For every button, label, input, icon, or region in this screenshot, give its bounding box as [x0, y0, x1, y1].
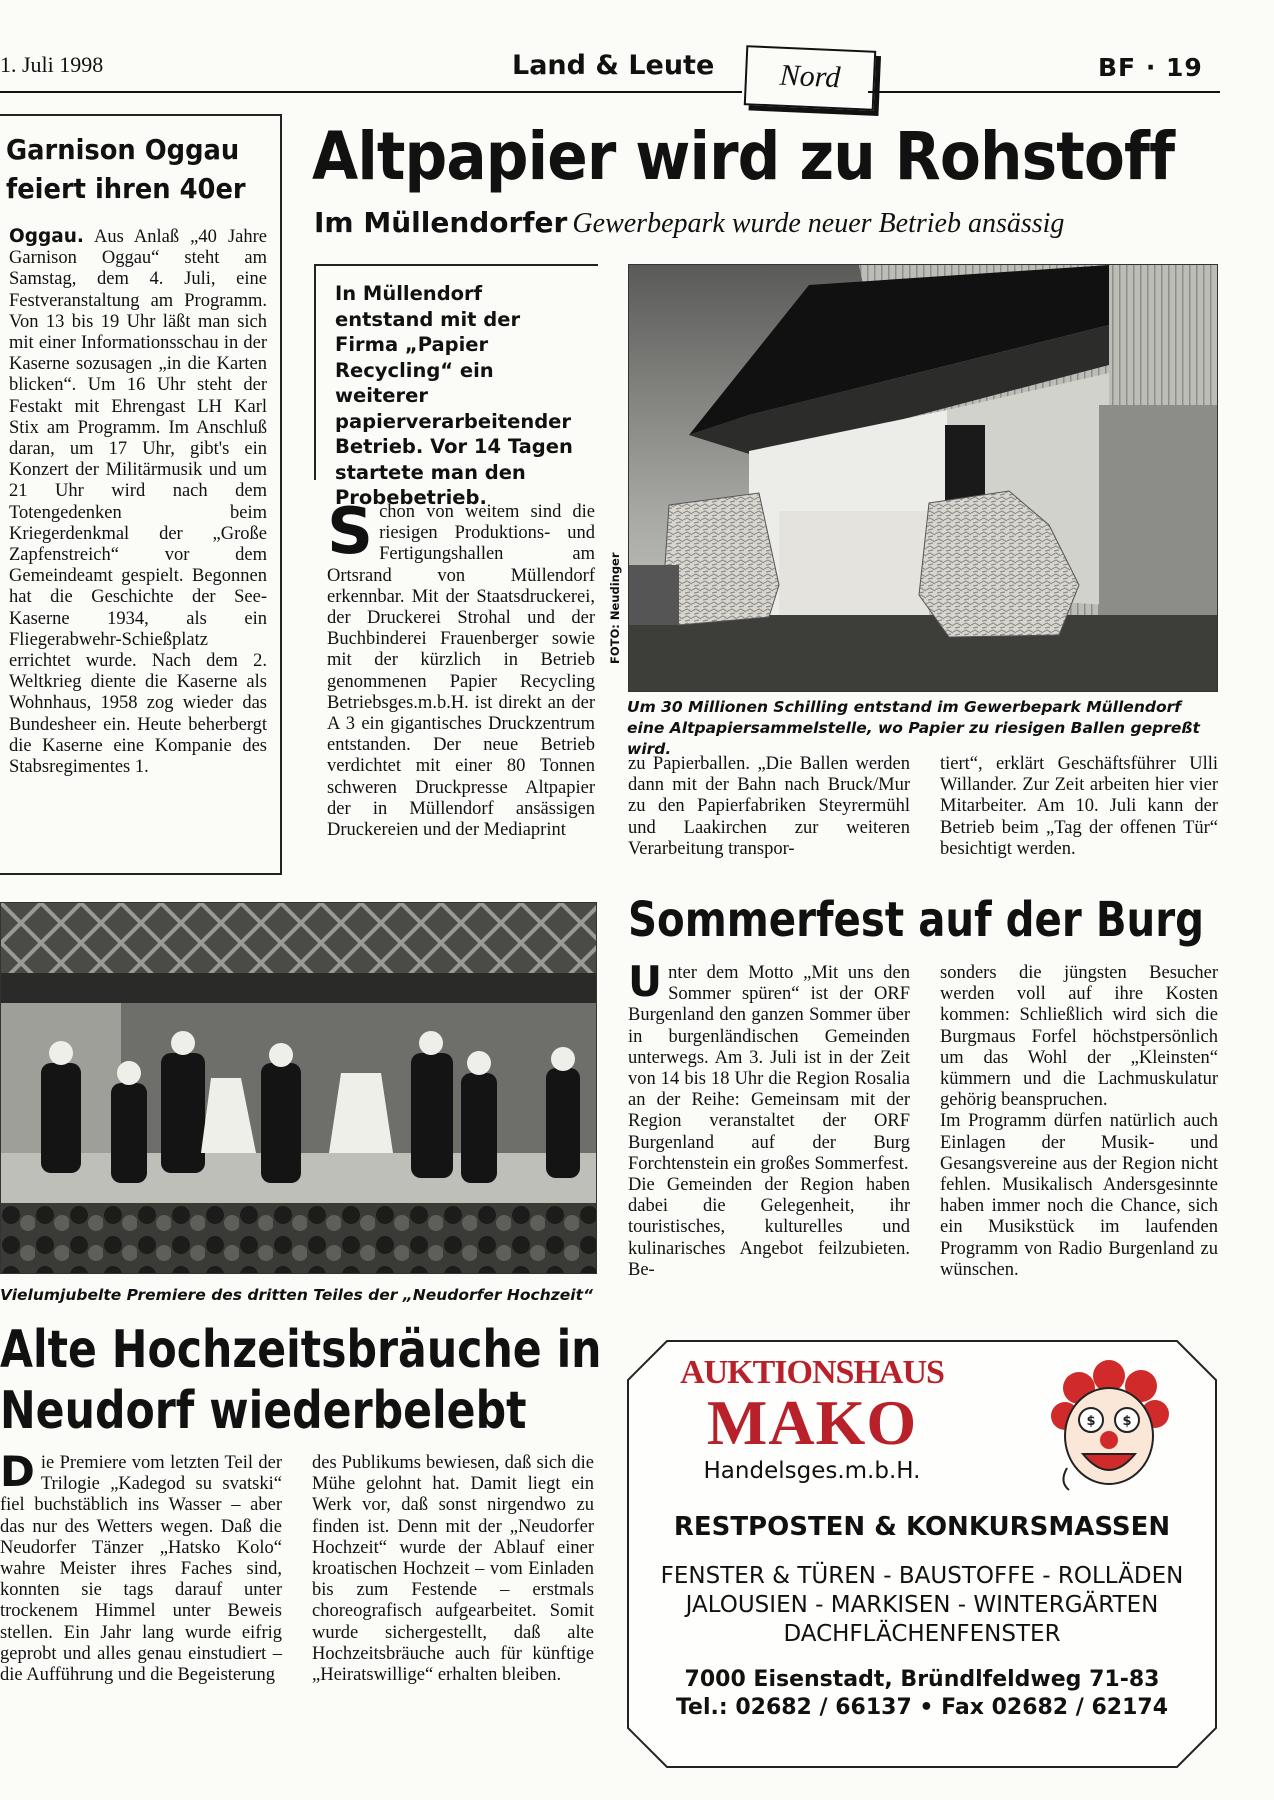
advert-box: [627, 1340, 1217, 1768]
advert-line8: 7000 Eisenstadt, Bründlfeldweg 71-83: [684, 1667, 1160, 1692]
advert-line9: Tel.: 02682 / 66137 • Fax 02682 / 62174: [675, 1695, 1169, 1720]
photo-credit: FOTO: Neudinger: [608, 552, 622, 664]
section-title: Land & Leute: [512, 50, 715, 81]
header-rule-right: [868, 91, 1220, 93]
summer-body-col2: [940, 963, 1218, 1281]
svg-text:$: $: [1086, 1414, 1096, 1429]
main-body-col1-text: chon von weitem sind die riesigen Produktions- und Fertigungshallen am Ortsrand von Müllendorf erkennbar. Mit der Staatsdruckerei, der Druckerei Strohal und der Buchbinderei Frauenberger sowie mit der kürzlich in Betrieb genommenen Papier Recycling Betriebsges.m.b.H. ist direkt an der A 3 ein gigantisches Druckzentrum entstanden. Der neue Betrieb verdichtet mit einer 80 Tonnen schweren Druckpresse Altpapier der in Müllendorf ansässigen Druckereien und der Mediaprint: [327, 502, 595, 841]
advert-line7: DACHFLÄCHENFENSTER: [783, 1621, 1061, 1647]
svg-text:$: $: [1122, 1414, 1132, 1429]
clown-mascot-svg: [1039, 1358, 1179, 1498]
sidebar-text: Aus Anlaß „40 Jahre Garnison Oggau“ steht am Samstag, dem 4. Juli, eine Festveranstaltung am Programm. Von 13 bis 19 Uhr läßt man sich mit einer Informationsschau in der Kaserne sozusagen „in die Karten blicken“. Um 16 Uhr steht der Festakt mit Ehrengast LH Karl Stix am Programm. Im Anschluß daran, um 17 Uhr, gibt's ein Konzert der Militärmusik und um 21 Uhr wird nach dem Totengedenken beim Kriegerdenkmal der „Große Zapfenstreich“ vor dem Gemeindeamt gespielt. Begonnen hat die Geschichte der See-Kaserne 1934, als ein Fliegerabwehr-Schießplatz errichtet wurde. Nach dem 2. Weltkrieg diente die Kaserne als Wohnhaus, 1958 zog wieder das Bundesheer ein. Heute beherbergt die Kaserne eine Kompanie des Stabsregimentes 1.: [9, 227, 267, 778]
factory-caption: Um 30 Millionen Schilling entstand im Gewerbepark Müllendorf eine Altpapiersammelstelle, wo Papier zu riesigen Ballen gepreßt wird.: [627, 698, 1200, 758]
header-rule: [0, 91, 742, 93]
advert-line1: AUKTIONSHAUS: [680, 1354, 944, 1391]
sidebar-headline-line2: feiert ihren 40er: [6, 172, 246, 205]
wedding-headline-line1: Alte Hochzeitsbräuche in: [0, 1320, 602, 1380]
advert-line5: FENSTER & TÜREN - BAUSTOFFE - ROLLÄDEN: [660, 1563, 1184, 1589]
advert-line2: MAKO: [706, 1387, 918, 1458]
advert-line6: JALOUSIEN - MARKISEN - WINTERGÄRTEN: [685, 1592, 1159, 1618]
wedding-photo: [0, 902, 597, 1274]
main-subhead: [314, 206, 1064, 240]
main-dropcap: S: [327, 495, 374, 569]
main-subhead-italic: Gewerbepark wurde neuer Betrieb ansässig: [572, 208, 1065, 239]
wedding-body-col2: des Publikums bewiesen, daß sich die Mühe gelohnt hat. Damit liegt ein Werk vor, daß sonst nirgendwo zu finden ist. Denn mit der „Neudorfer Hochzeit“ wurde der Ablauf einer kroatischen Hochzeit – vom Einladen bis zum Festende – erstmals choreografisch aufgearbeitet. Somit wurde sichergestellt, daß alte Hochzeitsbräuche auch für künftige „Heiratswillige“ erhalten bleiben.: [312, 1453, 594, 1686]
region-tag-label: Nord: [779, 58, 842, 95]
region-tag: [744, 45, 876, 111]
summer-body-col2-text: sonders die jüngsten Besucher werden voll auf ihre Kosten kommen: Schließlich wird sich die Burgmaus Forfel höchstpersönlich um das Wohl der „Kleinsten“ kümmern und die Lachmuskulatur gehörig beanspruchen.: [940, 963, 1218, 1111]
wedding-headline-line2: Neudorf wiederbelebt: [0, 1381, 527, 1441]
summer-headline: Sommerfest auf der Burg: [628, 892, 1205, 948]
factory-photo-svg: [629, 265, 1217, 691]
wedding-dropcap: D: [0, 1447, 35, 1496]
wedding-photo-svg: [1, 903, 596, 1273]
summer-body-col2b: Im Programm dürfen natürlich auch Einlagen der Musik- und Gesangsvereine aus der Region nicht fehlen. Musikalisch Andersgesinnte haben immer noch die Chance, sich ein Musikstück im laufenden Programm von Radio Burgenland zu wünschen.: [940, 1111, 1218, 1280]
factory-photo: [628, 264, 1218, 692]
summer-body-col1b: Die Gemeinden der Region haben dabei die Gelegenheit, ihr touristisches, kulturelles und kulinarisches Angebot feilzubieten. Be-: [628, 1175, 910, 1280]
wedding-body-col1: [0, 1447, 282, 1686]
sidebar-dateline: Oggau.: [9, 226, 84, 247]
advert-line4: RESTPOSTEN & KONKURSMASSEN: [673, 1512, 1171, 1542]
main-headline: Altpapier wird zu Rohstoff: [312, 118, 1175, 195]
main-subhead-bold: Im Müllendorfer: [314, 206, 568, 239]
clown-mascot-icon: [1039, 1358, 1179, 1498]
wedding-body-col1-text: ie Premiere vom letzten Teil der Trilogie „Kadegod su svatski“ fiel buchstäblich ins Wasser – aber das nur des Wetters wegen. Daß die Neudorfer Tänzer „Hatsko Kolo“ wahre Meister ihres Faches sind, konnten sie tags darauf unter trockenem Himmel unter Beweis stellen. Ein Jahr lang wurde eifrig geprobt und alles genau einstudiert – die Aufführung und die Begeisterung: [0, 1453, 282, 1686]
main-body-col3: tiert“, erklärt Geschäftsführer Ulli Willander. Zur Zeit arbeiten hier vier Mitarbeiter. Am 10. Juli kann der Betrieb beim „Tag der offenen Tür“ besichtigt werden.: [940, 754, 1218, 859]
main-body-col2: zu Papierballen. „Die Ballen werden dann mit der Bahn nach Bruck/Mur zu den Papierfabriken Steyrermühl und Laakirchen zur weiteren Verarbeitung transpor-: [628, 754, 910, 859]
sidebar-body: [9, 226, 267, 778]
issue-date: 1. Juli 1998: [0, 52, 104, 77]
advert-line3: Handelsges.m.b.H.: [703, 1458, 921, 1484]
summer-body-col1-text: nter dem Motto „Mit uns den Sommer spüren“ ist der ORF Burgenland den ganzen Sommer über in burgenländischen Gemeinden unterwegs. Am 3. Juli ist in der Zeit von 14 bis 18 Uhr die Region Rosalia an der Reihe: Gemeinsam mit der Region veranstaltet der ORF Burgenland auf der Burg Forchtenstein ein großes Sommerfest.: [628, 963, 910, 1174]
wedding-caption: Vielumjubelte Premiere des dritten Teiles der „Neudorfer Hochzeit“: [0, 1286, 594, 1304]
summer-body-col1: [628, 957, 910, 1281]
main-body-col1: [327, 495, 595, 841]
summer-dropcap: U: [628, 957, 663, 1006]
sidebar-headline-line1: Garnison Oggau: [6, 133, 240, 166]
main-lead: In Müllendorf entstand mit der Firma „Papier Recycling“ ein weiterer papierverarbeitender Betrieb. Vor 14 Tagen startete man den Probebetrieb.: [335, 282, 573, 509]
page-number: BF · 19: [1098, 53, 1203, 82]
